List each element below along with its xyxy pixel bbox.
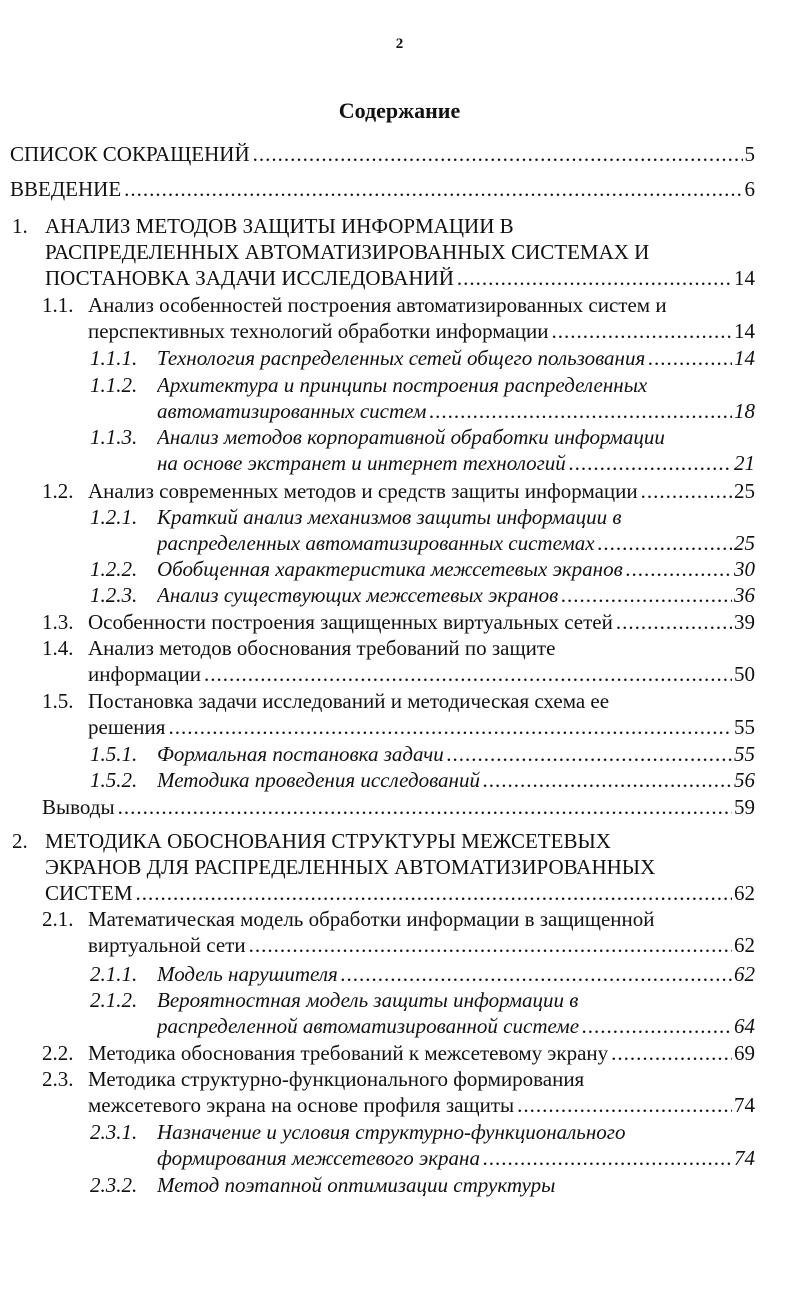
toc-entry-line: Обобщенная характеристика межсетевых экранов — [157, 557, 623, 581]
toc-entry-number: 1.2. — [42, 479, 74, 503]
toc-entry — [90, 1172, 755, 1198]
toc-entry-line: Формальная постановка задачи — [157, 742, 444, 766]
toc-entry-line: ЭКРАНОВ ДЛЯ РАСПРЕДЕЛЕННЫХ АВТОМАТИЗИРОВАННЫХ — [45, 855, 656, 879]
toc-entry-page: 62 — [734, 933, 755, 957]
toc-entry-line: РАСПРЕДЕЛЕННЫХ АВТОМАТИЗИРОВАННЫХ СИСТЕМАХ И — [45, 240, 650, 264]
toc-entry — [90, 504, 755, 556]
toc-entry-number: 1.1.3. — [90, 425, 138, 449]
toc-entry — [42, 478, 755, 504]
dot-leader — [552, 318, 732, 344]
toc-entry-line: АНАЛИЗ МЕТОДОВ ЗАЩИТЫ ИНФОРМАЦИИ В — [45, 214, 514, 238]
dot-leader — [124, 176, 742, 202]
toc-entry-line: Анализ существующих межсетевых экранов — [157, 583, 559, 607]
toc-entry-page: 6 — [744, 177, 755, 201]
toc-entry-line: распределенных автоматизированных системах — [157, 531, 595, 555]
toc-entry — [42, 635, 755, 687]
dot-leader — [253, 141, 743, 167]
toc-entry-number: 1.2.1. — [90, 505, 138, 529]
toc-entry-number: 2.1. — [42, 907, 74, 931]
toc-entry-line: Анализ методов обоснования требований по защите — [88, 636, 556, 660]
toc-entry-page: 18 — [734, 399, 755, 423]
toc-entry-line: Выводы — [42, 795, 115, 819]
toc-entry — [42, 292, 755, 344]
toc-entry-line: Анализ современных методов и средств защиты информации — [88, 479, 638, 503]
page-title: Содержание — [338, 98, 461, 123]
toc-entry-line: информации — [88, 662, 201, 686]
toc-entry — [90, 582, 755, 608]
toc-entry-number: 2.3. — [42, 1067, 74, 1091]
toc-entry — [90, 372, 755, 424]
toc-entry-line: Метод поэтапной оптимизации структуры — [157, 1173, 556, 1197]
toc-entry-page: 59 — [734, 795, 755, 819]
toc-entry-line: Вероятностная модель защиты информации в — [157, 988, 579, 1012]
toc-entry-number: 1.4. — [42, 636, 74, 660]
dot-leader — [483, 1145, 732, 1171]
toc-entry-page: 5 — [744, 142, 755, 166]
toc-entry-page: 14 — [734, 319, 755, 343]
toc-entry-page: 64 — [734, 1014, 755, 1038]
toc-entry-number: 2.1.2. — [90, 988, 138, 1012]
dot-leader — [249, 932, 732, 958]
toc-entry-page: 36 — [734, 583, 755, 607]
toc-entry-line: решения — [88, 715, 166, 739]
toc-entry — [90, 961, 755, 987]
dot-leader — [582, 1013, 732, 1039]
toc-entry-line: Методика проведения исследований — [157, 768, 480, 792]
toc-entry-page: 25 — [734, 479, 755, 503]
toc-entry-line: перспективных технологий обработки информации — [88, 319, 549, 343]
toc-entry-line: ПОСТАНОВКА ЗАДАЧИ ИССЛЕДОВАНИЙ — [45, 266, 454, 290]
dot-leader — [204, 661, 732, 687]
toc-entry-page: 69 — [734, 1041, 755, 1065]
toc-entry-number: 1. — [12, 214, 28, 238]
toc-entry-number: 1.1. — [42, 293, 74, 317]
toc-entry-number: 1.2.3. — [90, 583, 138, 607]
toc-entry-page: 55 — [734, 742, 755, 766]
toc-entry — [90, 556, 755, 582]
toc-entry-line: Анализ особенностей построения автоматизированных систем и — [88, 293, 667, 317]
toc-entry-line: Архитектура и принципы построения распределенных — [157, 373, 648, 397]
toc-entry — [12, 828, 755, 906]
dot-leader — [611, 1040, 732, 1066]
dot-leader — [457, 265, 732, 291]
dot-leader — [598, 530, 732, 556]
toc-entry — [90, 1119, 755, 1171]
toc-entry-number: 1.3. — [42, 610, 74, 634]
dot-leader — [517, 1092, 732, 1118]
toc-entry-page: 25 — [734, 531, 755, 555]
toc-entry-line: Модель нарушителя — [157, 962, 338, 986]
toc-entry-line: формирования межсетевого экрана — [157, 1146, 480, 1170]
toc-entry-page: 30 — [734, 557, 755, 581]
toc-entry — [90, 767, 755, 793]
toc-entry — [10, 176, 755, 202]
toc-entry-number: 1.1.2. — [90, 373, 138, 397]
toc-entry-line: Анализ методов корпоративной обработки информации — [157, 425, 665, 449]
toc-entry-line: Постановка задачи исследований и методическая схема ее — [88, 689, 610, 713]
toc-entry-number: 1.1.1. — [90, 346, 138, 370]
toc-entry — [42, 688, 755, 740]
toc-entry-page: 62 — [734, 881, 755, 905]
toc-entry-number: 1.2.2. — [90, 557, 138, 581]
toc-entry-line: Особенности построения защищенных виртуальных сетей — [88, 610, 613, 634]
toc-entry-line: виртуальной сети — [88, 933, 246, 957]
toc-entry-line: автоматизированных систем — [157, 399, 427, 423]
dot-leader — [569, 450, 732, 476]
toc-entry-page: 39 — [734, 610, 755, 634]
toc-entry-page: 55 — [734, 715, 755, 739]
toc-entry — [90, 424, 755, 476]
dot-leader — [561, 582, 732, 608]
page-number: 2 — [395, 36, 404, 52]
toc-entry-line: Технология распределенных сетей общего пользования — [157, 346, 646, 370]
toc-entry-page: 50 — [734, 662, 755, 686]
toc-entry-page: 74 — [734, 1093, 755, 1117]
dot-leader — [429, 398, 732, 424]
dot-leader — [136, 880, 732, 906]
dot-leader — [648, 345, 732, 371]
dot-leader — [641, 478, 732, 504]
toc-entry — [42, 1066, 755, 1118]
toc-entry — [90, 741, 755, 767]
toc-entry-line: ВВЕДЕНИЕ — [10, 177, 122, 201]
toc-entry-line: Краткий анализ механизмов защиты информации в — [157, 505, 622, 529]
dot-leader — [341, 961, 732, 987]
toc-entry-number: 1.5.2. — [90, 768, 138, 792]
toc-entry-page: 14 — [734, 266, 755, 290]
toc-entry — [42, 1040, 755, 1066]
toc-entry-line: Методика структурно-функционального формирования — [88, 1067, 585, 1091]
toc-entry-line: межсетевого экрана на основе профиля защиты — [88, 1093, 515, 1117]
toc-entry-line: распределенной автоматизированной системе — [157, 1014, 580, 1038]
toc-entry-line: Математическая модель обработки информации в защищенной — [88, 907, 655, 931]
dot-leader — [626, 556, 732, 582]
toc-entry — [10, 141, 755, 167]
toc-entry-line: МЕТОДИКА ОБОСНОВАНИЯ СТРУКТУРЫ МЕЖСЕТЕВЫХ — [45, 829, 611, 853]
toc-entry — [42, 794, 755, 820]
toc-entry — [12, 213, 755, 291]
toc-entry-number: 2.2. — [42, 1041, 74, 1065]
toc-entry-number: 1.5. — [42, 689, 74, 713]
toc-entry-line: СИСТЕМ — [45, 881, 133, 905]
toc-entry-number: 1.5.1. — [90, 742, 138, 766]
toc-entry-line: Назначение и условия структурно-функционального — [157, 1120, 626, 1144]
toc-entry-number: 2.3.2. — [90, 1173, 138, 1197]
toc-entry-number: 2. — [12, 829, 28, 853]
dot-leader — [447, 741, 732, 767]
toc-entry-page: 62 — [734, 962, 755, 986]
dot-leader — [168, 714, 732, 740]
toc-entry-number: 2.1.1. — [90, 962, 138, 986]
dot-leader — [616, 609, 732, 635]
toc-entry — [90, 345, 755, 371]
dot-leader — [118, 794, 732, 820]
toc-entry — [90, 987, 755, 1039]
toc-entry-page: 56 — [734, 768, 755, 792]
toc-entry-page: 74 — [734, 1146, 755, 1170]
toc-entry-line: Методика обоснования требований к межсетевому экрану — [88, 1041, 609, 1065]
toc-entry-page: 21 — [734, 451, 755, 475]
toc-entry — [42, 906, 755, 958]
toc-entry-line: на основе экстранет и интернет технологий — [157, 451, 566, 475]
toc-entry-line: СПИСОК СОКРАЩЕНИЙ — [10, 142, 250, 166]
toc-entry-page: 14 — [734, 346, 755, 370]
toc-entry-number: 2.3.1. — [90, 1120, 138, 1144]
toc-entry — [42, 609, 755, 635]
dot-leader — [483, 767, 732, 793]
